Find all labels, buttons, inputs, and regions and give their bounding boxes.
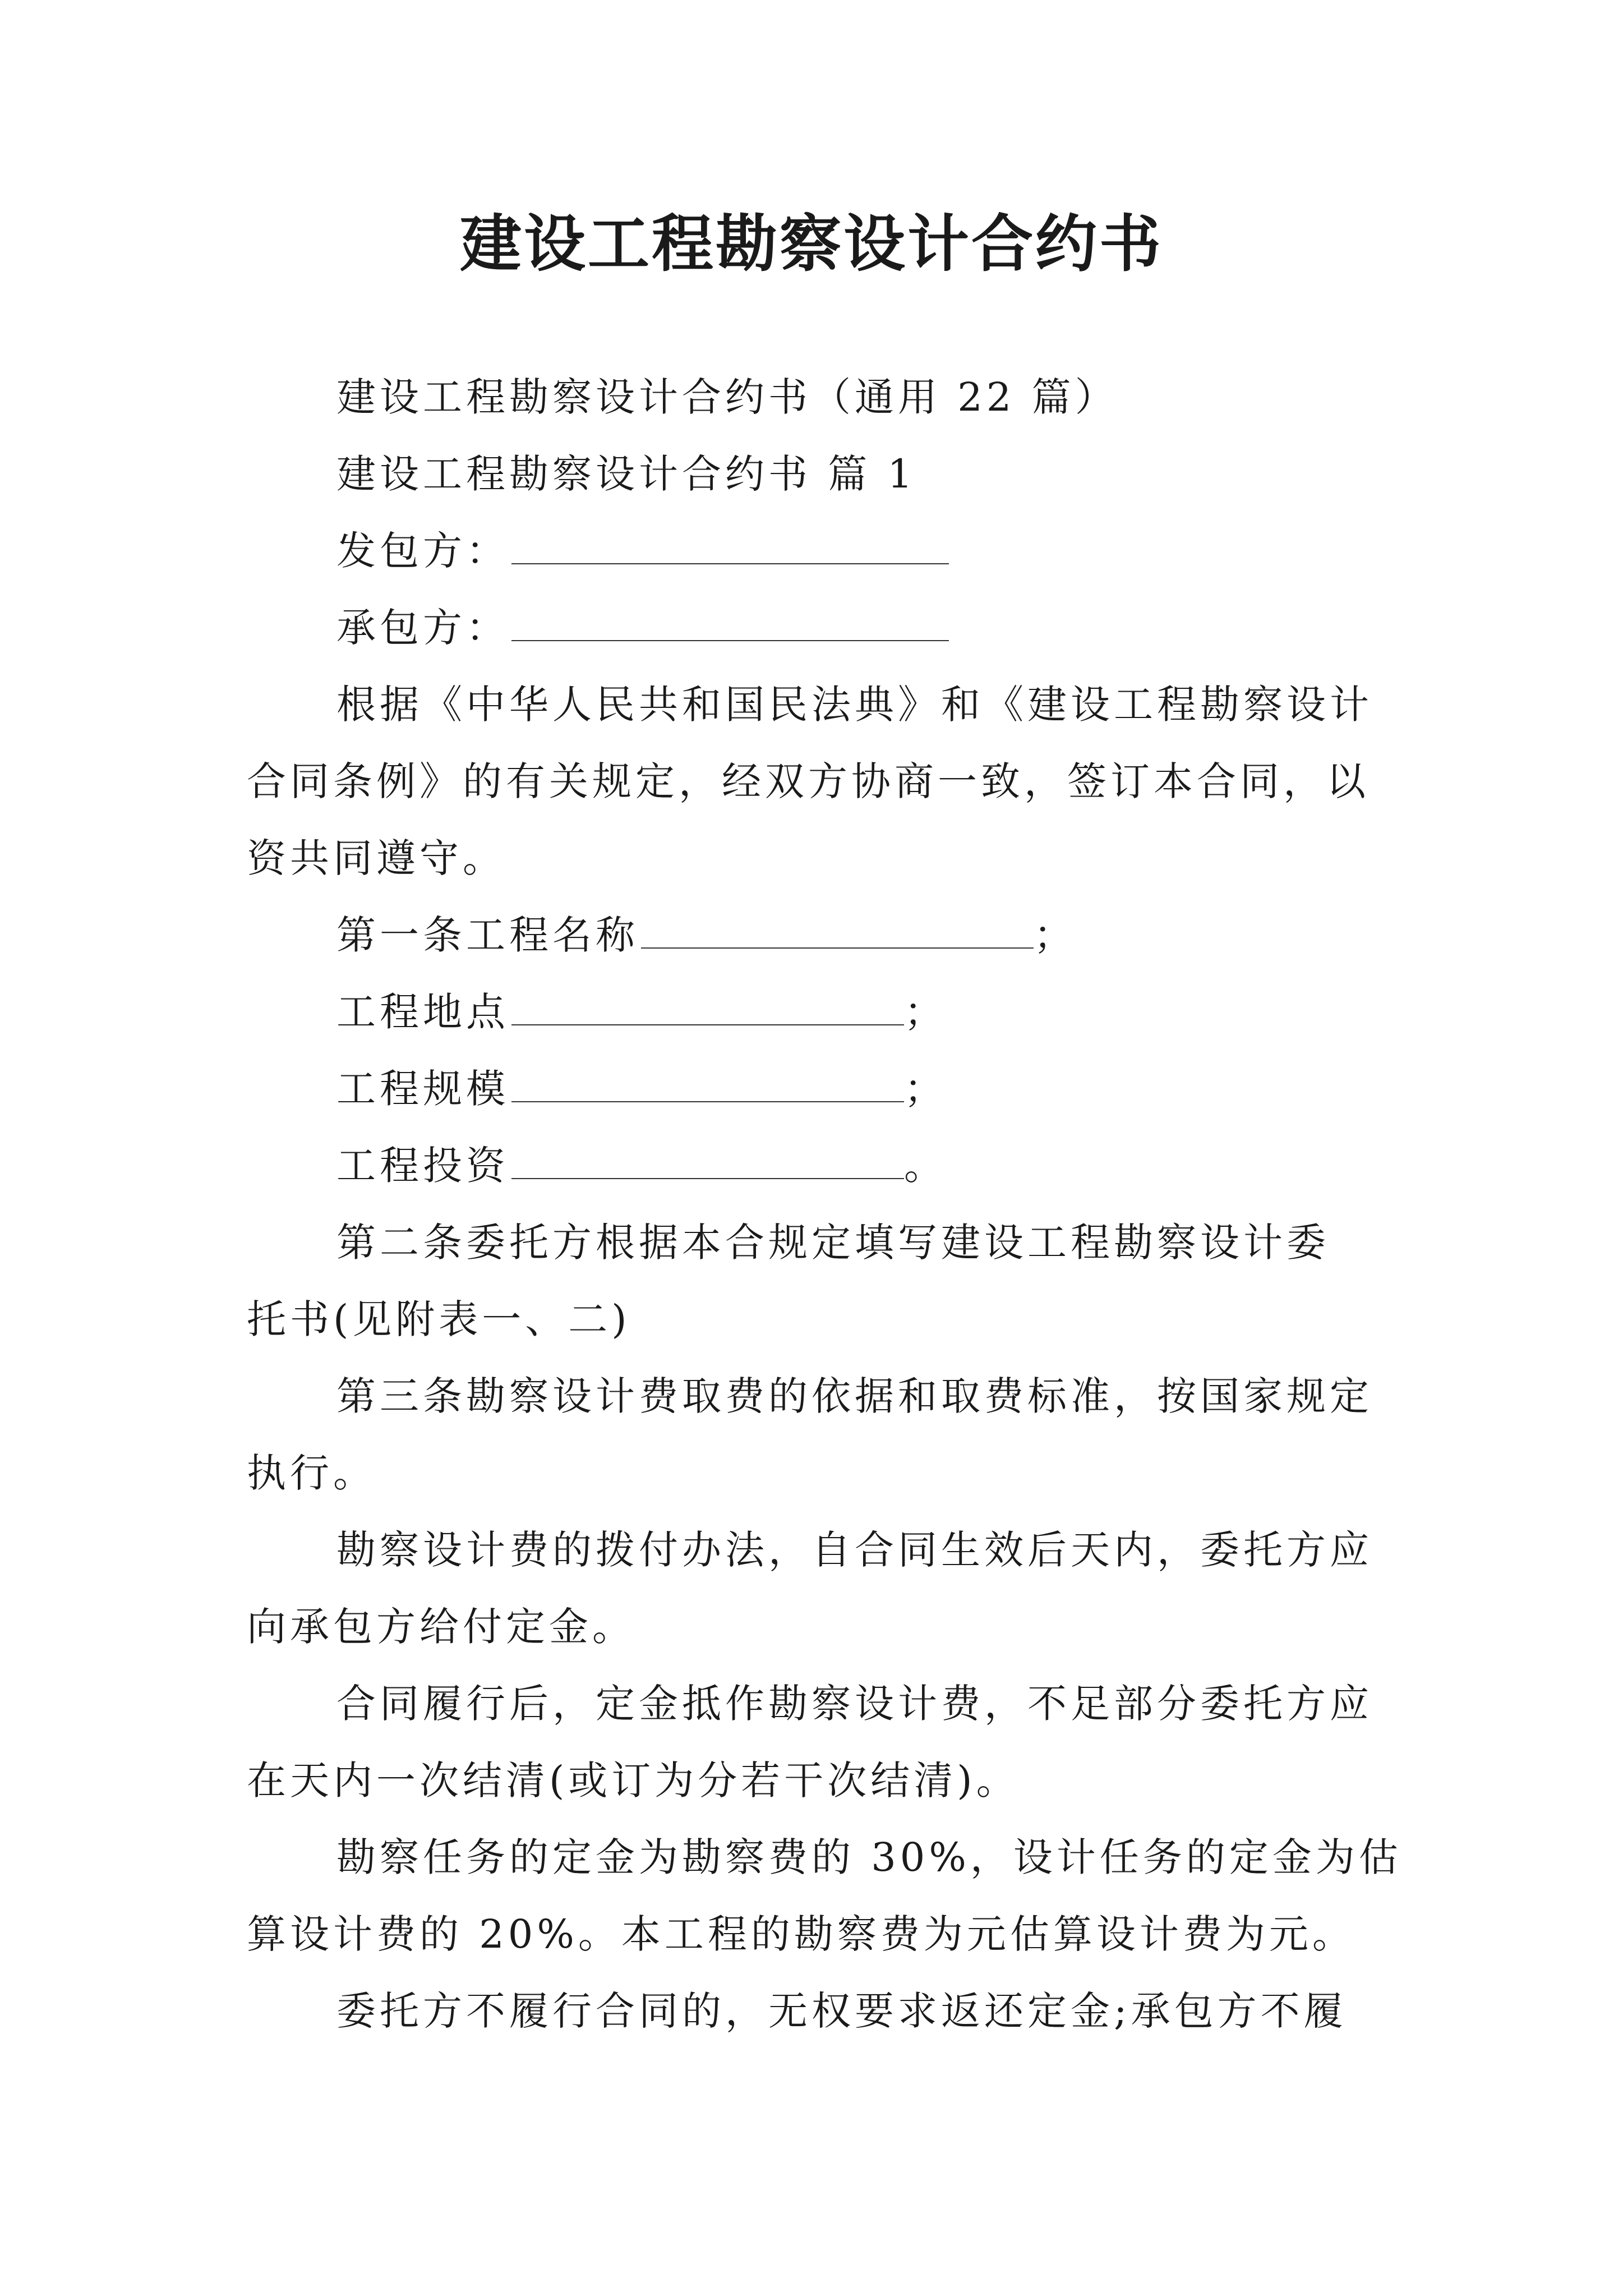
investment-line bbox=[336, 1128, 947, 1204]
basis-line-3: 资共同遵守。 bbox=[247, 835, 506, 881]
location-label: 工程地点 bbox=[336, 989, 509, 1035]
after-performance-line-2: 在天内一次结清(或订为分若干次结清)。 bbox=[247, 1757, 1020, 1803]
article3-line-1: 第三条勘察设计费取费的依据和取费标准，按国家规定 bbox=[336, 1373, 1373, 1419]
payment-line-1: 勘察设计费的拨付办法，自合同生效后天内，委托方应 bbox=[336, 1527, 1373, 1573]
project-name-blank bbox=[641, 914, 1034, 949]
article1-line bbox=[336, 897, 1077, 974]
party-b-blank bbox=[511, 606, 949, 641]
default-clause-line: 委托方不履行合同的，无权要求返还定金;承包方不履 bbox=[336, 1988, 1347, 2034]
document-subtitle: 建设工程勘察设计合约书（通用 22 篇） bbox=[336, 374, 1118, 420]
scale-label: 工程规模 bbox=[336, 1066, 509, 1112]
deposit-line-2: 算设计费的 20%。本工程的勘察费为元估算设计费为元。 bbox=[247, 1911, 1355, 1957]
party-a-blank bbox=[511, 530, 949, 564]
investment-label: 工程投资 bbox=[336, 1143, 509, 1189]
document-title: 建设工程勘察设计合约书 bbox=[460, 208, 1163, 280]
location-blank bbox=[511, 991, 904, 1025]
party-b-label: 承包方： bbox=[336, 605, 509, 651]
article1-end: ； bbox=[1034, 912, 1077, 958]
location-line bbox=[336, 974, 947, 1051]
location-end: ； bbox=[904, 989, 947, 1035]
scale-blank bbox=[511, 1068, 904, 1102]
after-performance-line-1: 合同履行后，定金抵作勘察设计费，不足部分委托方应 bbox=[336, 1681, 1373, 1727]
article3-line-2: 执行。 bbox=[247, 1450, 376, 1496]
scale-line bbox=[336, 1051, 947, 1128]
article2-line-1: 第二条委托方根据本合规定填写建设工程勘察设计委 bbox=[336, 1220, 1330, 1266]
investment-end: 。 bbox=[904, 1143, 947, 1189]
basis-line-1: 根据《中华人民共和国民法典》和《建设工程勘察设计 bbox=[336, 682, 1373, 728]
investment-blank bbox=[511, 1144, 904, 1179]
scale-end: ； bbox=[904, 1066, 947, 1112]
party-b-line bbox=[336, 590, 949, 666]
payment-line-2: 向承包方给付定金。 bbox=[247, 1604, 635, 1650]
party-a-line bbox=[336, 513, 949, 590]
deposit-line-1: 勘察任务的定金为勘察费的 30%，设计任务的定金为估 bbox=[336, 1834, 1402, 1880]
article1-label: 第一条工程名称 bbox=[336, 912, 639, 958]
section-heading: 建设工程勘察设计合约书 篇 1 bbox=[336, 451, 917, 497]
party-a-label: 发包方： bbox=[336, 528, 509, 574]
basis-line-2: 合同条例》的有关规定，经双方协商一致，签订本合同，以 bbox=[247, 758, 1370, 804]
article2-line-2: 托书(见附表一、二) bbox=[247, 1296, 631, 1342]
